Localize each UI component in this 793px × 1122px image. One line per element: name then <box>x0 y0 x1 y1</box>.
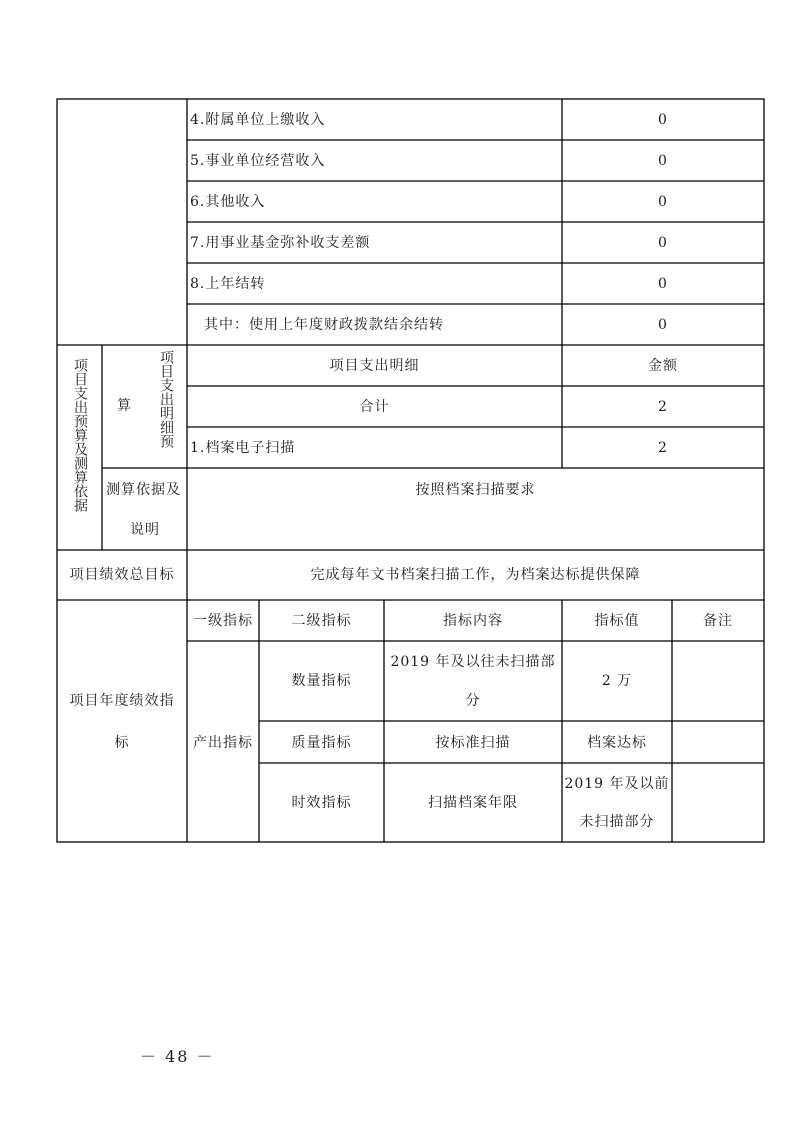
basis-text: 按照档案扫描要求 <box>415 482 536 498</box>
income-row-value: 0 <box>658 112 668 128</box>
income-row-value: 0 <box>658 153 668 169</box>
indicator-level2: 时效指标 <box>291 795 352 811</box>
page-number: － 48 － <box>140 1047 215 1066</box>
indicator-header: 指标内容 <box>443 613 503 629</box>
indicator-level1: 产出指标 <box>193 735 253 751</box>
income-row-label: 6.其他收入 <box>190 194 266 210</box>
income-row-label: 8.上年结转 <box>190 276 266 292</box>
budget-header-amount: 金额 <box>648 358 678 374</box>
indicator-content: 按标准扫描 <box>435 735 511 751</box>
indicator-level2: 质量指标 <box>291 735 352 751</box>
indicator-header: 指标值 <box>594 613 640 629</box>
income-row-label: 5.事业单位经营收入 <box>190 153 326 169</box>
goal-text: 完成每年文书档案扫描工作，为档案达标提供保障 <box>310 567 641 583</box>
goal-label: 项目绩效总目标 <box>69 567 175 583</box>
budget-item-label: 1.档案电子扫描 <box>190 440 296 456</box>
basis-label: 测算依据及 <box>106 482 181 498</box>
income-row-label: 7.用事业基金弥补收支差额 <box>190 235 371 251</box>
indicator-content: 扫描档案年限 <box>428 795 518 811</box>
indicator-level2: 数量指标 <box>291 673 352 689</box>
budget-section-label: 项目支出预算及测算依据 <box>72 358 88 512</box>
budget-item-value: 2 <box>658 440 668 456</box>
income-row-value: 0 <box>658 194 668 210</box>
budget-total-label: 合计 <box>359 399 390 415</box>
indicator-content: 分 <box>465 693 481 709</box>
indicator-value: 未扫描部分 <box>579 814 655 830</box>
indicator-header: 二级指标 <box>291 613 352 629</box>
indicator-header: 备注 <box>703 613 733 629</box>
income-row-value: 0 <box>658 235 668 251</box>
income-row-value: 0 <box>658 276 668 292</box>
indicator-value: 2 万 <box>601 673 633 689</box>
indicator-value: 档案达标 <box>587 735 647 751</box>
income-row-label: 4.附属单位上缴收入 <box>190 112 326 128</box>
income-row-label: 其中：使用上年度财政拨款结余结转 <box>204 317 444 333</box>
income-row-value: 0 <box>658 317 668 333</box>
indicator-header: 一级指标 <box>193 613 253 629</box>
indicator-content: 2019 年及以往未扫描部 <box>390 654 556 670</box>
budget-detail-label-tail: 算 <box>117 398 132 414</box>
indicators-label: 标 <box>114 735 130 751</box>
basis-label: 说明 <box>130 522 160 538</box>
budget-detail-label: 项目支出明细预 <box>158 350 174 448</box>
indicator-value: 2019 年及以前 <box>564 776 670 792</box>
budget-total-value: 2 <box>658 399 668 415</box>
budget-header-item: 项目支出明细 <box>329 358 420 374</box>
indicators-label: 项目年度绩效指 <box>69 693 175 709</box>
